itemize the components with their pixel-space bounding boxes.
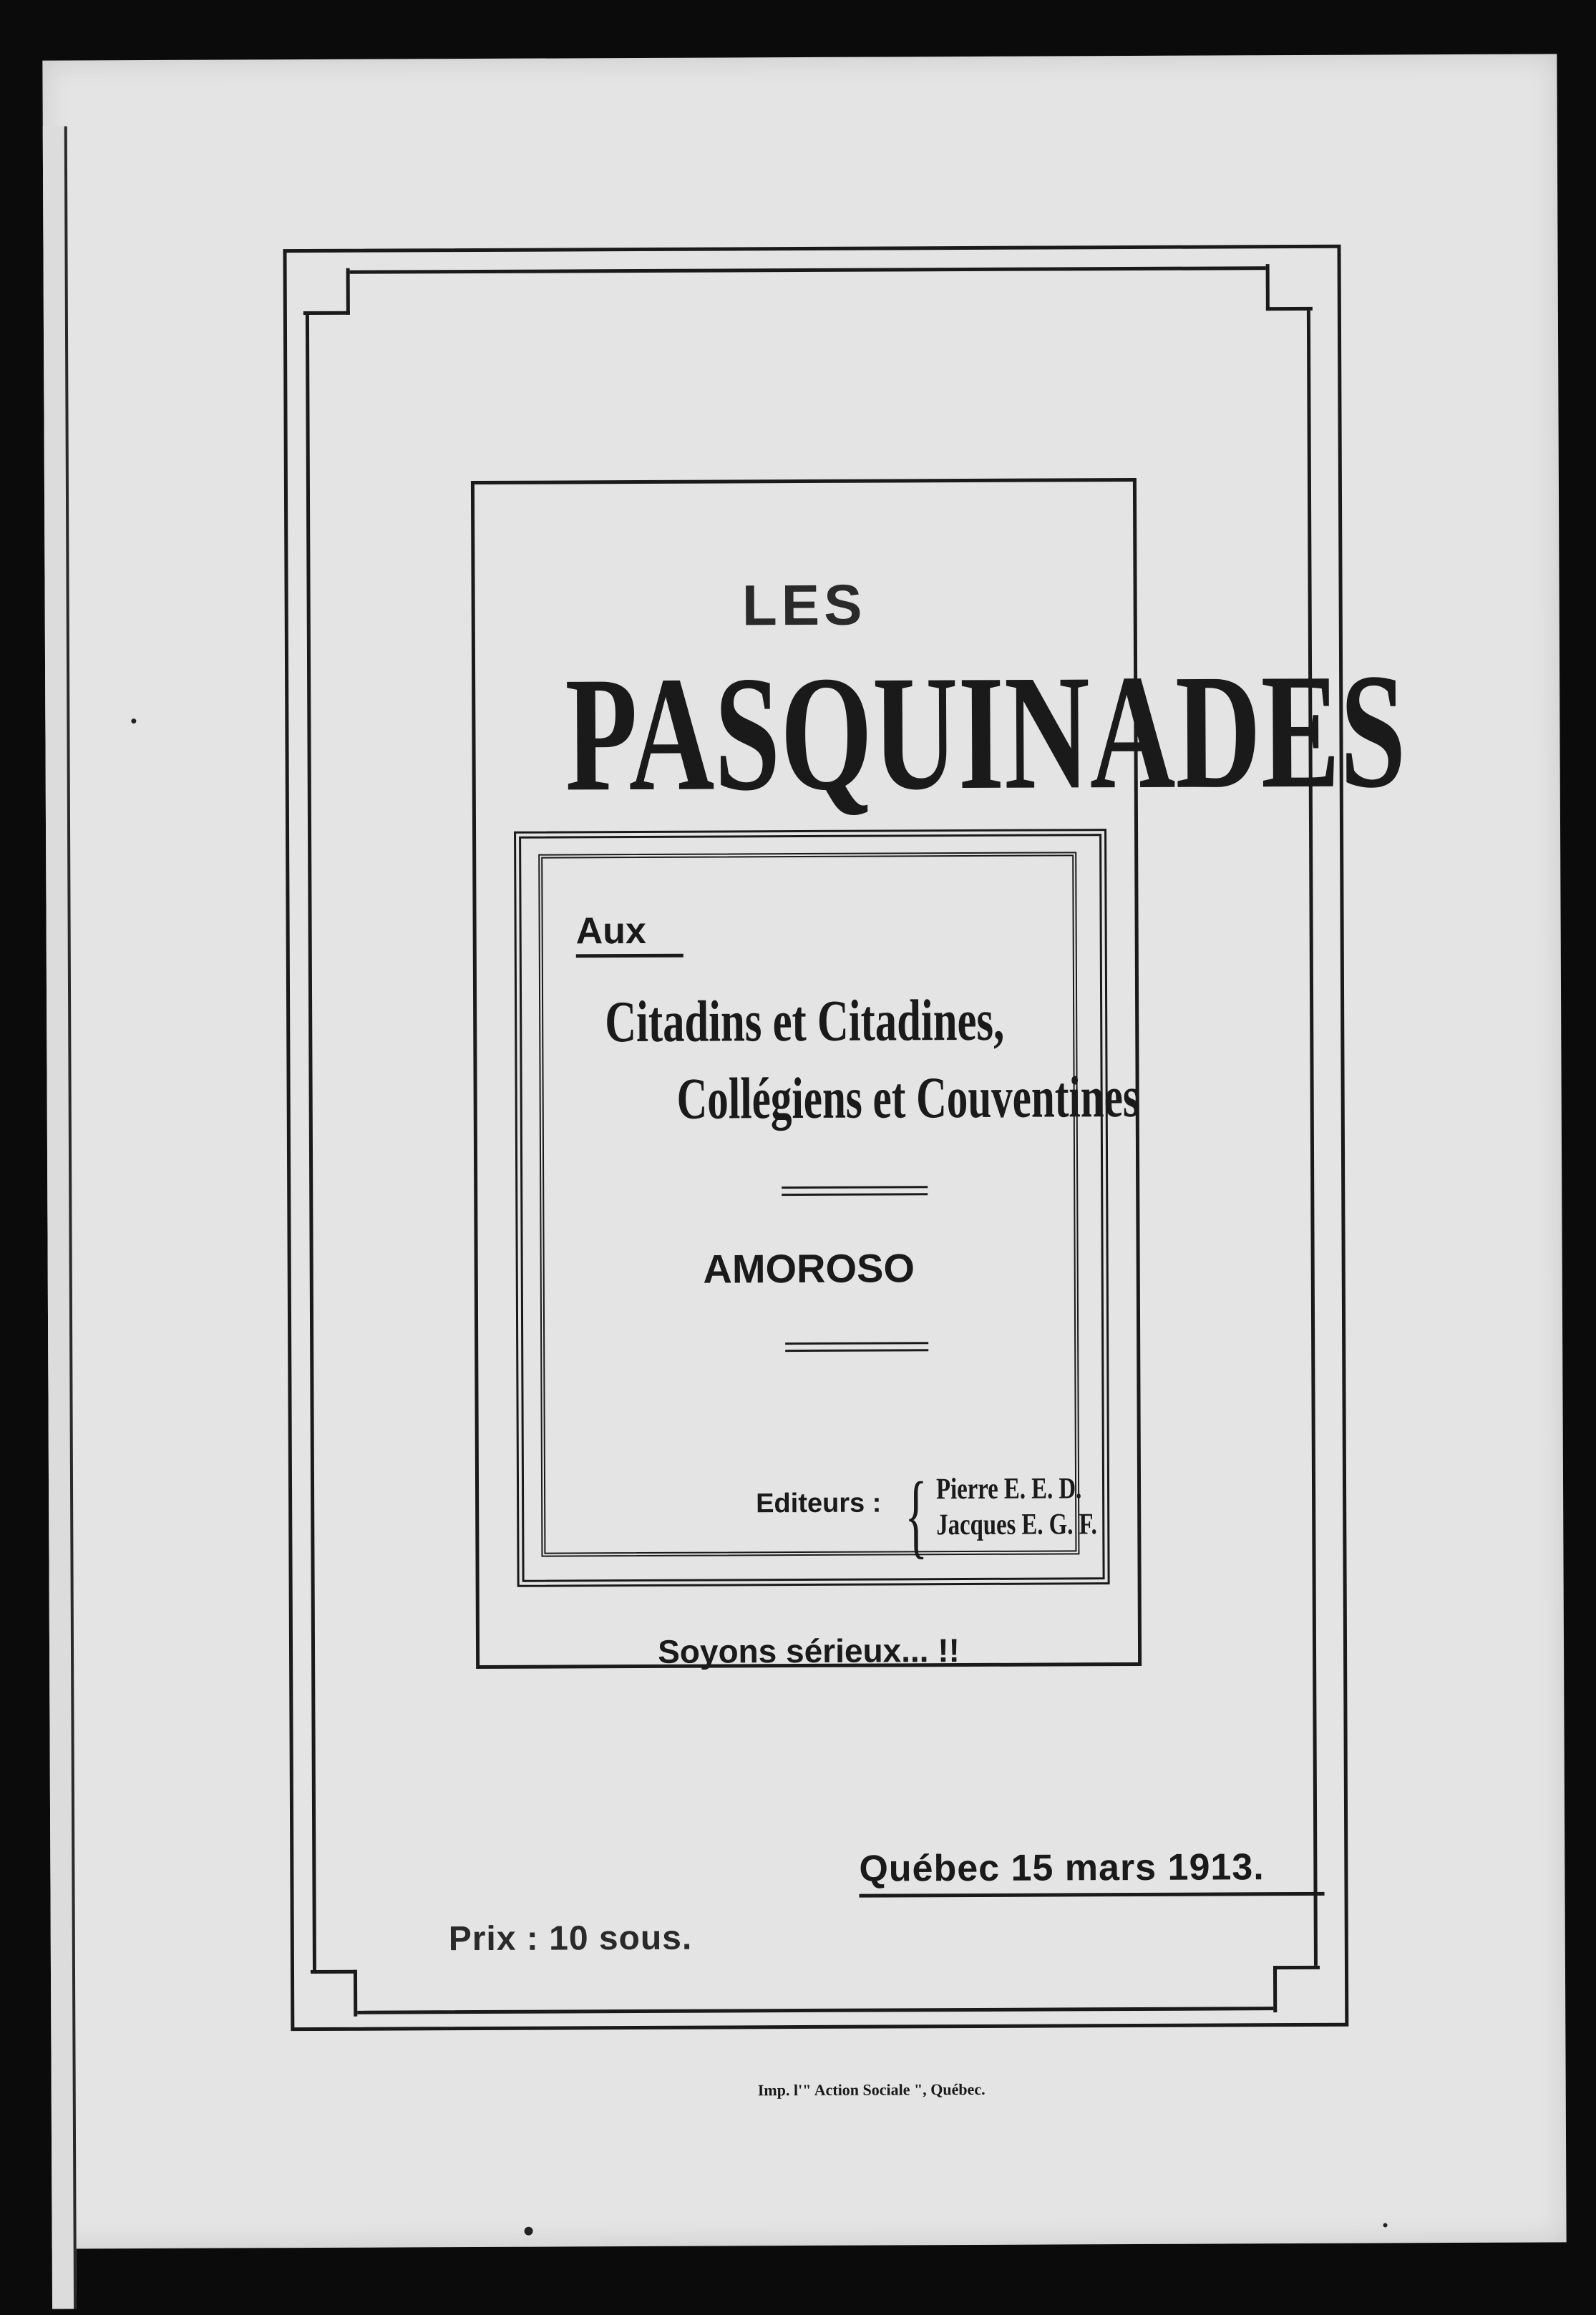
dedication-line-1: Citadins et Citadines, — [605, 987, 1005, 1055]
dedication-line-2: Collégiens et Couventines — [676, 1063, 1140, 1131]
scan-speck — [1383, 2223, 1388, 2227]
place-and-date: Québec 15 mars 1913. — [859, 1846, 1265, 1890]
publisher-name: Pierre E. E. D. — [935, 1472, 1082, 1506]
motto: Soyons sérieux... !! — [658, 1632, 960, 1670]
author-name: AMOROSO — [703, 1245, 915, 1292]
page-title: PASQUINADES — [565, 639, 1406, 826]
price: Prix : 10 sous. — [448, 1919, 693, 1959]
scanned-page — [42, 54, 1566, 2248]
frame-corner-notch — [311, 1970, 357, 2017]
publisher-name: Jacques E. G. F. — [936, 1508, 1097, 1542]
page-left-edge — [43, 126, 77, 2309]
scan-speck — [131, 718, 136, 723]
printer-imprint: Imp. l'" Action Sociale ", Québec. — [757, 2080, 986, 2100]
scan-speck — [525, 2227, 533, 2236]
dedication-frame-inner — [538, 852, 1082, 1556]
frame-corner-notch — [303, 268, 350, 315]
brace-glyph: { — [904, 1462, 928, 1568]
publishers-label: Editeurs : — [756, 1488, 882, 1519]
title-kicker: LES — [741, 572, 867, 638]
dedication-lead-underline — [576, 954, 683, 958]
frame-corner-notch — [1273, 1966, 1320, 2012]
frame-corner-notch — [1266, 264, 1313, 311]
dedication-lead: Aux — [575, 910, 647, 952]
